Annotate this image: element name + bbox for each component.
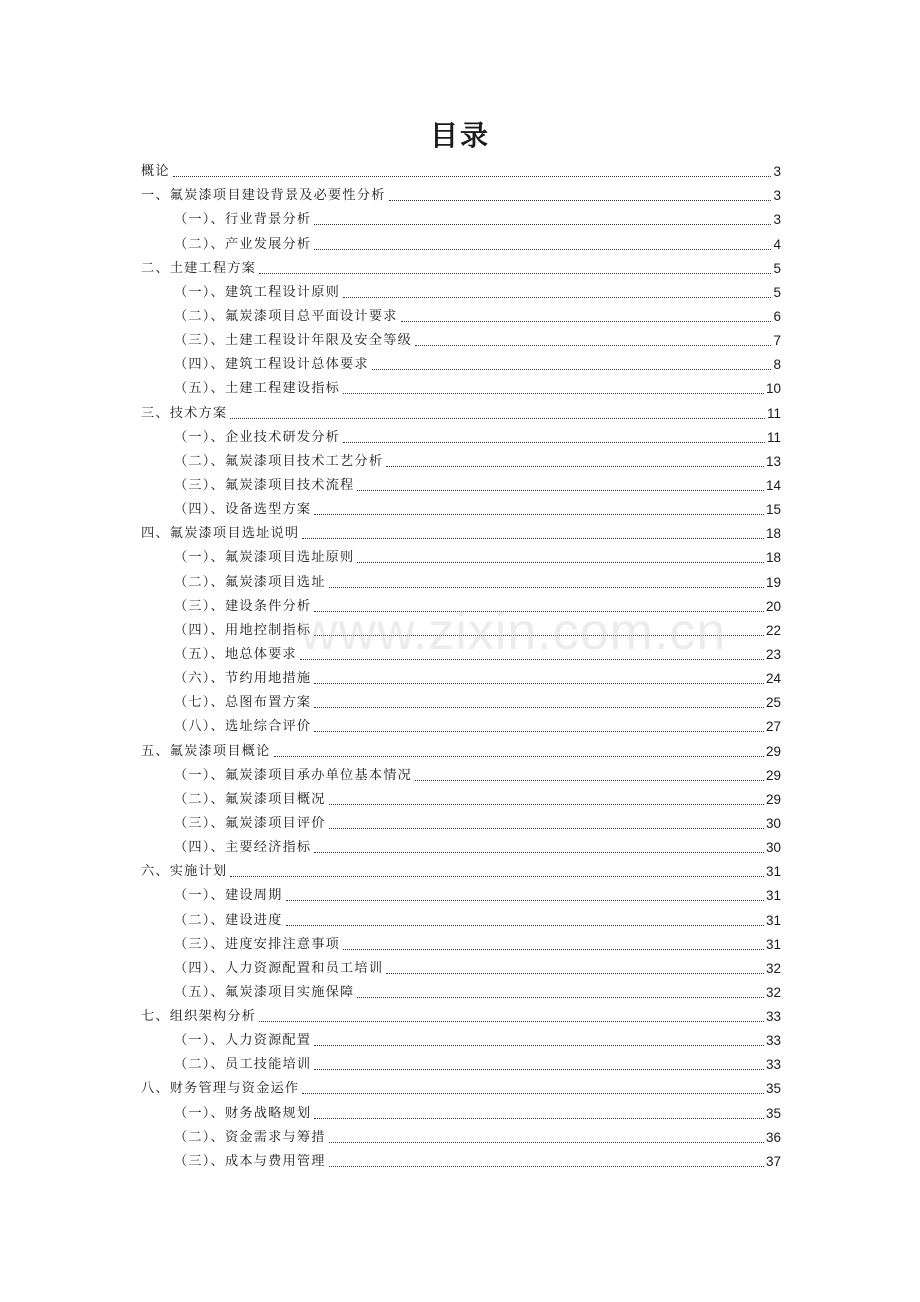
toc-entry[interactable] xyxy=(141,1077,781,1101)
toc-leader-dots xyxy=(389,200,772,201)
toc-entry-label: （三）、进度安排注意事项 xyxy=(174,936,341,952)
toc-entry[interactable] xyxy=(141,498,781,522)
toc-entry-page-number: 33 xyxy=(765,1057,781,1073)
toc-entry[interactable] xyxy=(141,546,781,570)
toc-leader-dots xyxy=(357,490,764,491)
toc-entry-label: （八）、选址综合评价 xyxy=(174,719,312,735)
toc-entry[interactable] xyxy=(141,1150,781,1174)
toc-entry-label: （一）、建筑工程设计原则 xyxy=(174,284,341,300)
toc-leader-dots xyxy=(300,659,764,660)
toc-entry-label: （七）、总图布置方案 xyxy=(174,695,312,711)
toc-leader-dots xyxy=(302,538,764,539)
toc-entry[interactable] xyxy=(141,401,781,425)
toc-entry-label: 二、土建工程方案 xyxy=(141,260,257,276)
toc-entry-label: （四）、用地控制指标 xyxy=(174,622,312,638)
toc-entry[interactable] xyxy=(141,1005,781,1029)
toc-entry-page-number: 29 xyxy=(765,791,781,807)
toc-entry-label: （一）、财务战略规划 xyxy=(174,1105,312,1121)
toc-entry[interactable] xyxy=(141,1126,781,1150)
toc-entry-page-number: 33 xyxy=(765,1033,781,1049)
toc-leader-dots xyxy=(372,369,772,370)
toc-entry[interactable] xyxy=(141,981,781,1005)
toc-entry-label: （一）、氟炭漆项目选址原则 xyxy=(174,550,355,566)
toc-entry-page-number: 31 xyxy=(765,912,781,928)
toc-entry-page-number: 29 xyxy=(765,743,781,759)
toc-entry-page-number: 18 xyxy=(765,526,781,542)
toc-entry[interactable] xyxy=(141,257,781,281)
toc-entry-label: 一、氟炭漆项目建设背景及必要性分析 xyxy=(141,188,386,204)
toc-entry-page-number: 7 xyxy=(773,333,781,349)
table-of-contents xyxy=(141,160,781,1174)
toc-entry[interactable] xyxy=(141,739,781,763)
toc-entry-page-number: 3 xyxy=(773,164,781,180)
toc-leader-dots xyxy=(274,756,764,757)
toc-entry-page-number: 30 xyxy=(765,815,781,831)
toc-entry[interactable] xyxy=(141,860,781,884)
toc-leader-dots xyxy=(314,707,764,708)
toc-leader-dots xyxy=(314,1045,764,1046)
toc-entry-page-number: 31 xyxy=(765,936,781,952)
toc-leader-dots xyxy=(314,249,771,250)
toc-leader-dots xyxy=(343,297,771,298)
toc-entry-label: （四）、设备选型方案 xyxy=(174,502,312,518)
toc-entry-page-number: 19 xyxy=(765,574,781,590)
toc-entry-page-number: 14 xyxy=(765,477,781,493)
toc-entry-label: 三、技术方案 xyxy=(141,405,228,421)
toc-entry-page-number: 35 xyxy=(765,1105,781,1121)
toc-leader-dots xyxy=(386,466,764,467)
toc-entry[interactable] xyxy=(141,595,781,619)
toc-entry[interactable] xyxy=(141,1053,781,1077)
toc-entry-label: 五、氟炭漆项目概论 xyxy=(141,743,271,759)
toc-leader-dots xyxy=(314,1118,764,1119)
toc-entry[interactable] xyxy=(141,691,781,715)
toc-entry[interactable] xyxy=(141,281,781,305)
toc-entry-label: （三）、氟炭漆项目技术流程 xyxy=(174,477,355,493)
toc-leader-dots xyxy=(343,442,765,443)
toc-leader-dots xyxy=(357,997,764,998)
toc-entry-page-number: 25 xyxy=(765,695,781,711)
toc-entry-page-number: 3 xyxy=(773,212,781,228)
toc-leader-dots xyxy=(415,780,764,781)
toc-entry-page-number: 13 xyxy=(765,453,781,469)
toc-entry[interactable] xyxy=(141,764,781,788)
toc-entry-label: （四）、主要经济指标 xyxy=(174,840,312,856)
toc-entry[interactable] xyxy=(141,836,781,860)
toc-leader-dots xyxy=(230,876,764,877)
toc-entry[interactable] xyxy=(141,329,781,353)
toc-leader-dots xyxy=(314,514,764,515)
toc-entry-page-number: 31 xyxy=(765,864,781,880)
toc-entry-page-number: 37 xyxy=(765,1153,781,1169)
toc-leader-dots xyxy=(343,949,764,950)
toc-entry-label: （二）、产业发展分析 xyxy=(174,236,312,252)
toc-entry-page-number: 35 xyxy=(765,1081,781,1097)
toc-entry-label: （二）、氟炭漆项目总平面设计要求 xyxy=(174,308,398,324)
toc-entry-page-number: 24 xyxy=(765,671,781,687)
toc-leader-dots xyxy=(314,1069,764,1070)
toc-entry-page-number: 8 xyxy=(773,357,781,373)
toc-leader-dots xyxy=(286,900,764,901)
toc-leader-dots xyxy=(302,1093,764,1094)
toc-entry-label: （四）、建筑工程设计总体要求 xyxy=(174,357,369,373)
toc-leader-dots xyxy=(386,973,764,974)
toc-leader-dots xyxy=(329,1142,764,1143)
toc-entry-page-number: 15 xyxy=(765,502,781,518)
toc-entry[interactable] xyxy=(141,812,781,836)
toc-leader-dots xyxy=(314,611,764,612)
toc-entry-page-number: 32 xyxy=(765,960,781,976)
toc-entry-label: 七、组织架构分析 xyxy=(141,1009,257,1025)
toc-leader-dots xyxy=(314,683,764,684)
toc-entry-label: （六）、节约用地措施 xyxy=(174,671,312,687)
toc-entry-label: （二）、员工技能培训 xyxy=(174,1057,312,1073)
toc-entry-page-number: 33 xyxy=(765,1009,781,1025)
toc-entry[interactable] xyxy=(141,377,781,401)
toc-entry-page-number: 5 xyxy=(773,284,781,300)
toc-entry-page-number: 32 xyxy=(765,984,781,1000)
toc-leader-dots xyxy=(329,587,764,588)
watermark: www.zixin.com.cn xyxy=(300,603,727,661)
toc-entry-label: （一）、企业技术研发分析 xyxy=(174,429,341,445)
toc-entry[interactable] xyxy=(141,305,781,329)
toc-entry[interactable] xyxy=(141,353,781,377)
toc-entry-label: （五）、氟炭漆项目实施保障 xyxy=(174,984,355,1000)
toc-entry[interactable] xyxy=(141,667,781,691)
toc-entry[interactable] xyxy=(141,522,781,546)
toc-entry-page-number: 3 xyxy=(773,188,781,204)
toc-leader-dots xyxy=(401,321,772,322)
toc-leader-dots xyxy=(343,393,764,394)
toc-entry[interactable] xyxy=(141,160,781,184)
toc-entry-page-number: 4 xyxy=(773,236,781,252)
toc-entry-label: （一）、建设周期 xyxy=(174,888,283,904)
toc-entry-label: （一）、人力资源配置 xyxy=(174,1033,312,1049)
page-title: 目录 xyxy=(429,119,490,152)
toc-entry-page-number: 31 xyxy=(765,888,781,904)
toc-entry-label: （五）、地总体要求 xyxy=(174,646,297,662)
toc-leader-dots xyxy=(259,1021,764,1022)
toc-entry-page-number: 20 xyxy=(765,598,781,614)
toc-entry[interactable] xyxy=(141,570,781,594)
toc-entry-label: （二）、资金需求与筹措 xyxy=(174,1129,326,1145)
toc-entry-page-number: 6 xyxy=(773,308,781,324)
toc-entry-label: 六、实施计划 xyxy=(141,864,228,880)
toc-entry-page-number: 30 xyxy=(765,840,781,856)
toc-entry-label: （五）、土建工程建设指标 xyxy=(174,381,341,397)
toc-entry[interactable] xyxy=(141,450,781,474)
toc-leader-dots xyxy=(314,224,771,225)
toc-entry[interactable] xyxy=(141,1029,781,1053)
toc-entry-label: （二）、氟炭漆项目选址 xyxy=(174,574,326,590)
toc-entry[interactable] xyxy=(141,643,781,667)
toc-entry[interactable] xyxy=(141,208,781,232)
toc-entry-page-number: 23 xyxy=(765,646,781,662)
toc-entry-page-number: 29 xyxy=(765,767,781,783)
toc-leader-dots xyxy=(357,562,764,563)
toc-leader-dots xyxy=(329,804,764,805)
toc-entry-page-number: 22 xyxy=(765,622,781,638)
toc-entry[interactable] xyxy=(141,908,781,932)
toc-entry-label: （一）、行业背景分析 xyxy=(174,212,312,228)
toc-entry-label: （二）、建设进度 xyxy=(174,912,283,928)
toc-entry[interactable] xyxy=(141,1101,781,1125)
toc-entry[interactable] xyxy=(141,933,781,957)
toc-leader-dots xyxy=(314,635,764,636)
toc-leader-dots xyxy=(286,925,764,926)
toc-entry-label: （三）、氟炭漆项目评价 xyxy=(174,815,326,831)
toc-leader-dots xyxy=(173,176,772,177)
toc-entry-label: 概论 xyxy=(141,164,170,180)
toc-entry-label: （三）、成本与费用管理 xyxy=(174,1153,326,1169)
toc-entry-label: （三）、土建工程设计年限及安全等级 xyxy=(174,333,412,349)
toc-entry-page-number: 11 xyxy=(766,429,781,445)
toc-leader-dots xyxy=(314,852,764,853)
toc-entry-label: 八、财务管理与资金运作 xyxy=(141,1081,300,1097)
toc-entry[interactable] xyxy=(141,426,781,450)
toc-entry-page-number: 36 xyxy=(765,1129,781,1145)
toc-entry-label: （四）、人力资源配置和员工培训 xyxy=(174,960,384,976)
toc-leader-dots xyxy=(230,418,765,419)
toc-entry[interactable] xyxy=(141,619,781,643)
toc-entry-page-number: 27 xyxy=(765,719,781,735)
toc-entry[interactable] xyxy=(141,232,781,256)
toc-entry[interactable] xyxy=(141,957,781,981)
toc-entry[interactable] xyxy=(141,474,781,498)
toc-entry-label: （二）、氟炭漆项目技术工艺分析 xyxy=(174,453,384,469)
toc-entry-label: 四、氟炭漆项目选址说明 xyxy=(141,526,300,542)
toc-entry-label: （一）、氟炭漆项目承办单位基本情况 xyxy=(174,767,412,783)
toc-entry[interactable] xyxy=(141,788,781,812)
toc-entry-page-number: 18 xyxy=(765,550,781,566)
toc-entry-page-number: 5 xyxy=(773,260,781,276)
toc-leader-dots xyxy=(314,731,764,732)
toc-leader-dots xyxy=(329,1166,764,1167)
toc-leader-dots xyxy=(329,828,764,829)
toc-entry-label: （三）、建设条件分析 xyxy=(174,598,312,614)
toc-entry[interactable] xyxy=(141,184,781,208)
toc-entry-label: （二）、氟炭漆项目概况 xyxy=(174,791,326,807)
toc-leader-dots xyxy=(415,345,771,346)
toc-entry[interactable] xyxy=(141,884,781,908)
toc-entry-page-number: 11 xyxy=(766,405,781,421)
toc-leader-dots xyxy=(259,273,771,274)
toc-entry-page-number: 10 xyxy=(765,381,781,397)
toc-entry[interactable] xyxy=(141,715,781,739)
